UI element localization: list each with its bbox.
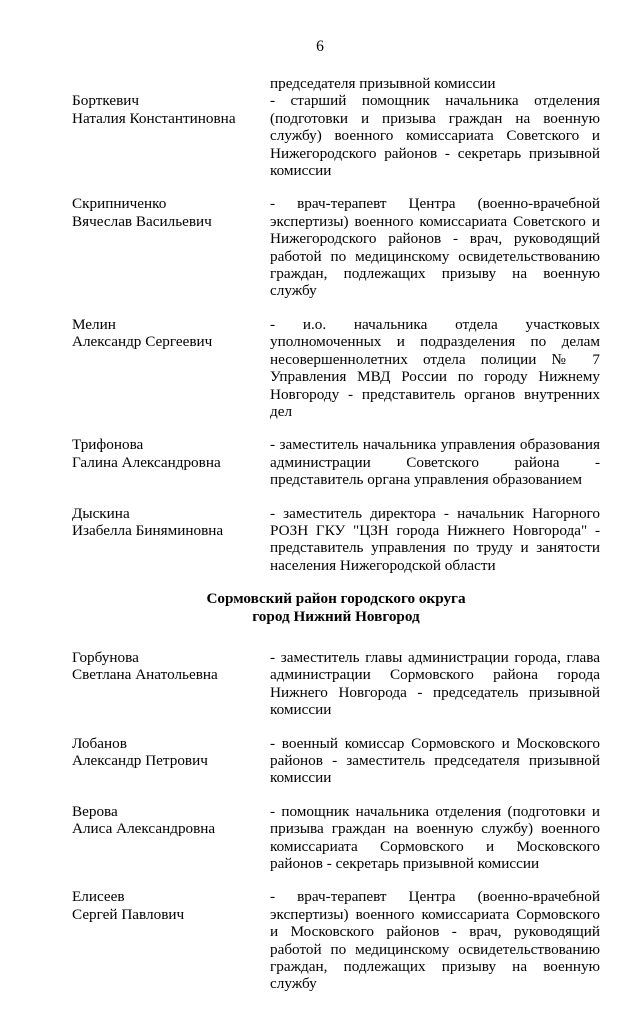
member-row <box>72 316 600 420</box>
member-name <box>72 735 270 787</box>
member-name <box>72 803 270 873</box>
member-name <box>72 505 270 575</box>
member-name <box>72 316 270 420</box>
member-surname: Елисеев <box>72 888 125 906</box>
member-name <box>72 436 270 488</box>
member-row <box>72 649 600 719</box>
member-given-names: Алиса Александровна <box>72 820 216 838</box>
member-surname: Горбунова <box>72 648 139 666</box>
member-given-names: Александр Петрович <box>72 752 208 769</box>
page-number: 6 <box>316 38 324 55</box>
member-given-names: Александр Сергеевич <box>72 333 213 351</box>
section-heading <box>72 590 600 625</box>
member-surname: Дыскина <box>72 504 130 522</box>
member-row <box>72 505 600 575</box>
member-surname: Мелин <box>72 315 116 333</box>
section-heading-line: город Нижний Новгород <box>252 607 420 625</box>
member-surname: Борткевич <box>72 92 140 110</box>
member-name <box>72 92 270 179</box>
member-given-names: Галина Александровна <box>72 453 221 471</box>
member-role: - заместитель главы администрации города, глава администрации Сормовского района города Нижнего Новгорода - председатель призывной комиссии <box>270 648 600 719</box>
member-surname: Трифонова <box>72 436 144 454</box>
member-surname: Верова <box>72 802 118 820</box>
member-given-names: Изабелла Биняминовна <box>72 521 224 539</box>
member-given-names: Сергей Павлович <box>72 905 185 923</box>
section-heading-line: Сормовский район городского округа <box>206 590 466 608</box>
member-row <box>72 735 600 787</box>
empty-name-cell <box>72 75 270 92</box>
member-given-names: Наталия Константиновна <box>72 109 236 127</box>
member-surname: Лобанов <box>72 734 127 752</box>
member-role: - помощник начальника отделения (подготовки и призыва граждан на военную службу) военного комиссариата Сормовского и Московского районов - секретарь призывной комиссии <box>270 802 600 873</box>
member-name <box>72 888 270 992</box>
member-row <box>72 195 600 299</box>
member-name <box>72 649 270 719</box>
member-role: - заместитель начальника управления образования администрации Советского района - представитель органа управления образованием <box>270 436 600 489</box>
member-given-names: Вячеслав Васильевич <box>72 212 212 230</box>
member-surname: Скрипниченко <box>72 195 167 213</box>
member-given-names: Светлана Анатольевна <box>72 666 218 684</box>
document-body <box>72 75 600 1009</box>
member-role: - врач-терапевт Центра (военно-врачебной экспертизы) военного комиссариата Советского и Нижегородского районов - врач, руководящий работой по медицинскому освидетельствованию граждан, подлежащих призыву на военную службу <box>270 195 600 300</box>
member-role: - врач-терапевт Центра (военно-врачебной экспертизы) военного комиссариата Сормовского и Московского районов - врач, руководящий работой по медицинскому освидетельствованию граждан, подлежащих призыву на военную службу <box>270 888 600 993</box>
continuation-text: председателя призывной комиссии <box>270 75 496 92</box>
member-role: - заместитель директора - начальник Нагорного РОЗН ГКУ "ЦЗН города Нижнего Новгорода" - представитель управления по труду и занятости населения Нижегородской области <box>270 504 600 574</box>
member-row <box>72 436 600 488</box>
member-role: - и.о. начальника отдела участковых уполномоченных и подразделения по делам несовершеннолетних отдела полиции № 7 Управления МВД России по городу Нижнему Новгороду - представитель органов внутренних дел <box>270 315 600 420</box>
continuation-row <box>72 75 600 92</box>
member-row <box>72 92 600 179</box>
member-row <box>72 888 600 992</box>
member-row <box>72 803 600 873</box>
member-name <box>72 195 270 299</box>
member-role: - старший помощник начальника отделения (подготовки и призыва граждан на военную службу) военного комиссариата Советского и Нижегородского районов - секретарь призывной комиссии <box>270 92 600 180</box>
member-role: - военный комиссар Сормовского и Московского районов - заместитель председателя призывной комиссии <box>270 734 600 787</box>
